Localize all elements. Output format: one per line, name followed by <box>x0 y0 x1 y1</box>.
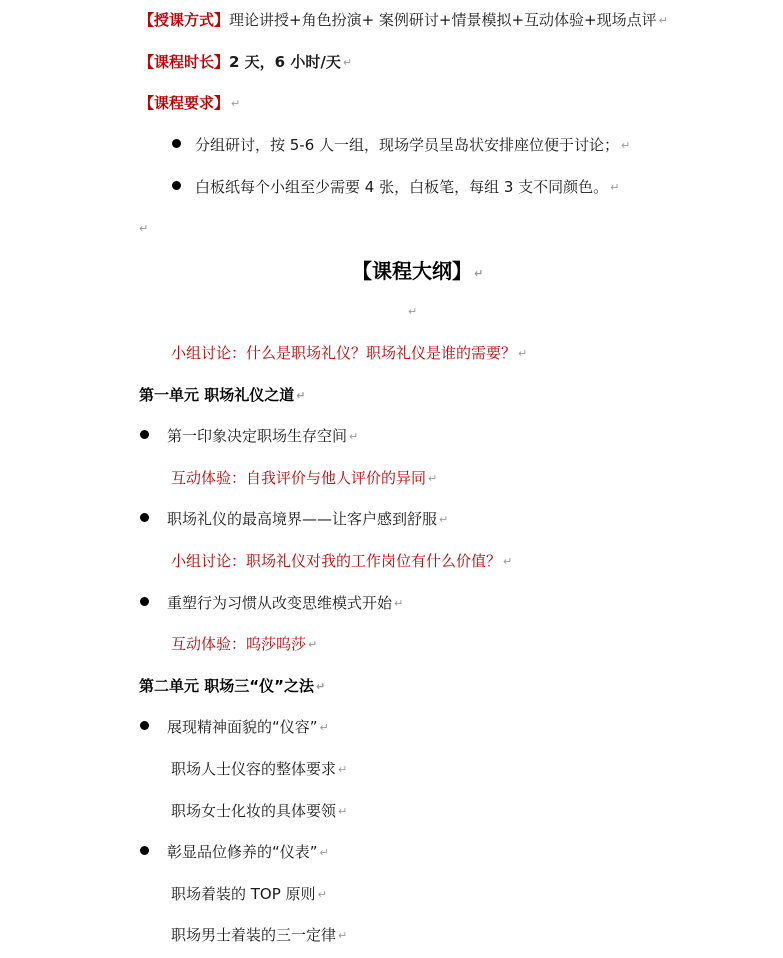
bullet-icon <box>140 513 149 522</box>
paragraph-mark-icon: ↵ <box>621 139 631 152</box>
point-text: 彰显品位修养的“仪表” <box>167 843 318 861</box>
paragraph-mark-icon: ↵ <box>338 929 348 942</box>
bullet-icon <box>140 597 149 606</box>
unit2-point <box>140 842 329 862</box>
subpoint-text: 职场着装的 TOP 原则 <box>171 885 316 903</box>
unit1-point <box>140 426 358 446</box>
paragraph-mark-icon: ↵ <box>317 888 327 901</box>
unit2-heading-text: 第二单元 职场三“仪”之法 <box>139 677 314 695</box>
subpoint-text: 职场女士化妆的具体要领 <box>171 802 337 820</box>
unit2-subpoint <box>171 925 347 945</box>
subpoint-text: 职场男士着装的三一定律 <box>171 926 337 944</box>
unit1-activity <box>171 468 437 488</box>
point-text: 职场礼仪的最高境界——让客户感到舒服 <box>167 510 438 528</box>
intro-discussion <box>171 343 527 363</box>
unit1-point <box>140 593 403 613</box>
method-line <box>139 10 668 30</box>
discussion-text: 小组讨论：职场礼仪对我的工作岗位有什么价值？ <box>171 552 502 570</box>
outline-title-text: 【课程大纲】 <box>352 259 472 283</box>
unit2-subpoint <box>171 801 347 821</box>
requirement-item <box>172 177 619 197</box>
unit1-discussion <box>171 551 512 571</box>
unit2-point <box>140 717 329 737</box>
bullet-icon <box>140 846 149 855</box>
bullet-icon <box>172 181 181 190</box>
paragraph-mark-icon: ↵ <box>503 555 513 568</box>
unit1-heading-text: 第一单元 职场礼仪之道 <box>139 386 295 404</box>
paragraph-mark-icon: ↵ <box>319 721 329 734</box>
paragraph-mark-icon: ↵ <box>342 56 353 69</box>
bullet-icon <box>140 430 149 439</box>
paragraph-mark-icon: ↵ <box>231 97 241 110</box>
bullet-icon <box>172 139 181 148</box>
point-text: 展现精神面貌的“仪容” <box>167 718 318 736</box>
paragraph-mark-icon: ↵ <box>394 597 404 610</box>
bullet-icon <box>140 721 149 730</box>
empty-paragraph <box>139 218 148 238</box>
activity-text: 互动体验：自我评价与他人评价的异同 <box>171 469 427 487</box>
unit2-subpoint <box>171 759 347 779</box>
paragraph-mark-icon: ↵ <box>439 513 449 526</box>
subpoint-text: 职场人士仪容的整体要求 <box>171 760 337 778</box>
point-text: 第一印象决定职场生存空间 <box>167 427 348 445</box>
activity-text: 互动体验：呜莎呜莎 <box>171 635 307 653</box>
paragraph-mark-icon: ↵ <box>319 846 329 859</box>
requirement-text: 白板纸每个小组至少需要 4 张，白板笔，每组 3 支不同颜色。 <box>195 178 609 196</box>
paragraph-mark-icon: ↵ <box>408 305 418 318</box>
unit1-point <box>140 509 448 529</box>
paragraph-mark-icon: ↵ <box>296 389 306 402</box>
paragraph-mark-icon: ↵ <box>139 222 149 235</box>
paragraph-mark-icon: ↵ <box>518 347 528 360</box>
paragraph-mark-icon: ↵ <box>428 472 438 485</box>
requirements-label: 【课程要求】 <box>139 94 230 112</box>
paragraph-mark-icon: ↵ <box>338 763 348 776</box>
unit2-heading <box>139 676 325 696</box>
duration-label: 【课程时长】 <box>139 53 230 71</box>
unit2-subpoint <box>171 884 327 904</box>
empty-paragraph <box>408 301 417 321</box>
paragraph-mark-icon: ↵ <box>610 181 620 194</box>
paragraph-mark-icon: ↵ <box>658 14 668 27</box>
point-text: 重塑行为习惯从改变思维模式开始 <box>167 594 393 612</box>
requirements-line <box>139 93 240 113</box>
paragraph-mark-icon: ↵ <box>338 805 348 818</box>
method-label: 【授课方式】 <box>139 11 230 29</box>
intro-discussion-text: 小组讨论：什么是职场礼仪？职场礼仪是谁的需要？ <box>171 344 517 362</box>
duration-value: 2 天，6 小时/天 <box>229 53 341 71</box>
outline-title <box>352 258 483 284</box>
requirement-text: 分组研讨，按 5-6 人一组，现场学员呈岛状安排座位便于讨论； <box>195 136 620 154</box>
method-value: 理论讲授+角色扮演+ 案例研讨+情景模拟+互动体验+现场点评 <box>229 11 657 29</box>
paragraph-mark-icon: ↵ <box>474 267 484 280</box>
requirement-item <box>172 135 630 155</box>
duration-line <box>139 52 352 72</box>
paragraph-mark-icon: ↵ <box>349 430 359 443</box>
paragraph-mark-icon: ↵ <box>315 680 326 693</box>
paragraph-mark-icon: ↵ <box>308 638 318 651</box>
unit1-activity <box>171 634 317 654</box>
unit1-heading <box>139 385 305 405</box>
